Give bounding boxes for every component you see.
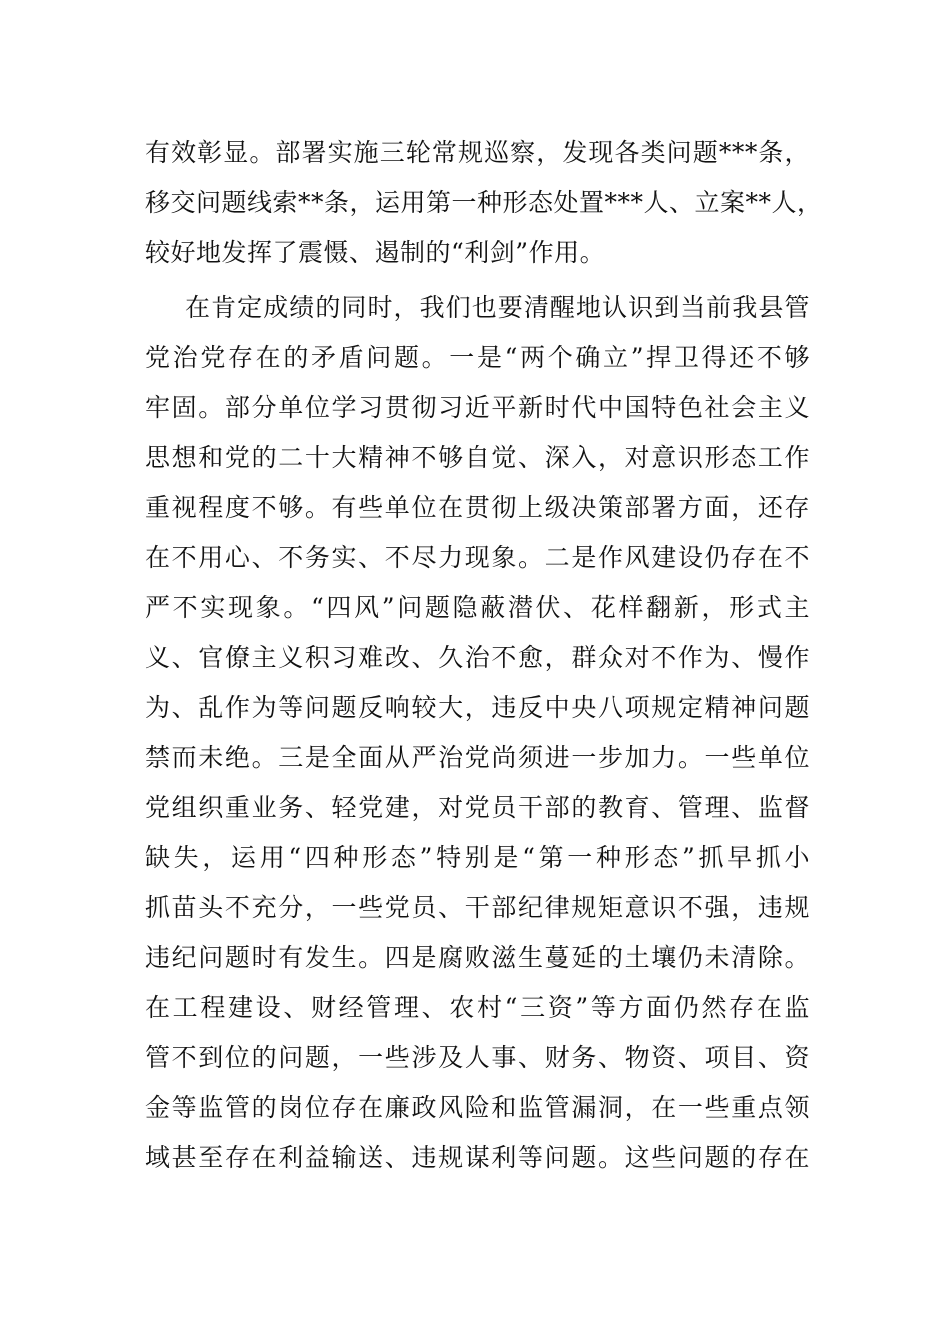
text-line: 在肯定成绩的同时，我们也要清醒地认识到当前我县管	[185, 293, 810, 322]
text-line: 金等监管的岗位存在廉政风险和监管漏洞，在一些重点领	[145, 1093, 810, 1122]
text-line: 移交问题线索**条，运用第一种形态处置***人、立案**人，	[145, 188, 823, 217]
paragraph-1	[145, 128, 823, 278]
text-line: 义、官僚主义积习难改、久治不愈，群众对不作为、慢作	[145, 643, 810, 672]
text-line: 为、乱作为等问题反响较大，违反中央八项规定精神问题	[145, 693, 810, 722]
text-line: 有效彰显。部署实施三轮常规巡察，发现各类问题***条，	[145, 138, 810, 167]
text-line: 党治党存在的矛盾问题。一是“两个确立”捍卫得还不够	[145, 343, 810, 372]
document-body	[145, 128, 823, 1183]
text-line: 在不用心、不务实、不尽力现象。二是作风建设仍存在不	[145, 543, 810, 572]
text-line: 缺失，运用“四种形态”特别是“第一种形态”抓早抓小	[145, 843, 810, 872]
text-line: 思想和党的二十大精神不够自觉、深入，对意识形态工作	[145, 443, 810, 472]
text-line: 较好地发挥了震慑、遏制的“利剑”作用。	[145, 238, 606, 267]
text-line: 严不实现象。“四风”问题隐蔽潜伏、花样翻新，形式主	[145, 593, 810, 622]
text-line: 党组织重业务、轻党建，对党员干部的教育、管理、监督	[145, 793, 810, 822]
text-line: 重视程度不够。有些单位在贯彻上级决策部署方面，还存	[145, 493, 810, 522]
text-line: 在工程建设、财经管理、农村“三资”等方面仍然存在监	[145, 993, 810, 1022]
text-line: 抓苗头不充分，一些党员、干部纪律规矩意识不强，违规	[145, 893, 810, 922]
text-line: 管不到位的问题，一些涉及人事、财务、物资、项目、资	[145, 1043, 810, 1072]
text-line: 违纪问题时有发生。四是腐败滋生蔓延的土壤仍未清除。	[145, 943, 810, 972]
text-line: 禁而未绝。三是全面从严治党尚须进一步加力。一些单位	[145, 743, 810, 772]
text-line: 牢固。部分单位学习贯彻习近平新时代中国特色社会主义	[145, 393, 810, 422]
text-line: 域甚至存在利益输送、违规谋利等问题。这些问题的存在	[145, 1143, 810, 1172]
paragraph-2	[145, 283, 810, 1183]
